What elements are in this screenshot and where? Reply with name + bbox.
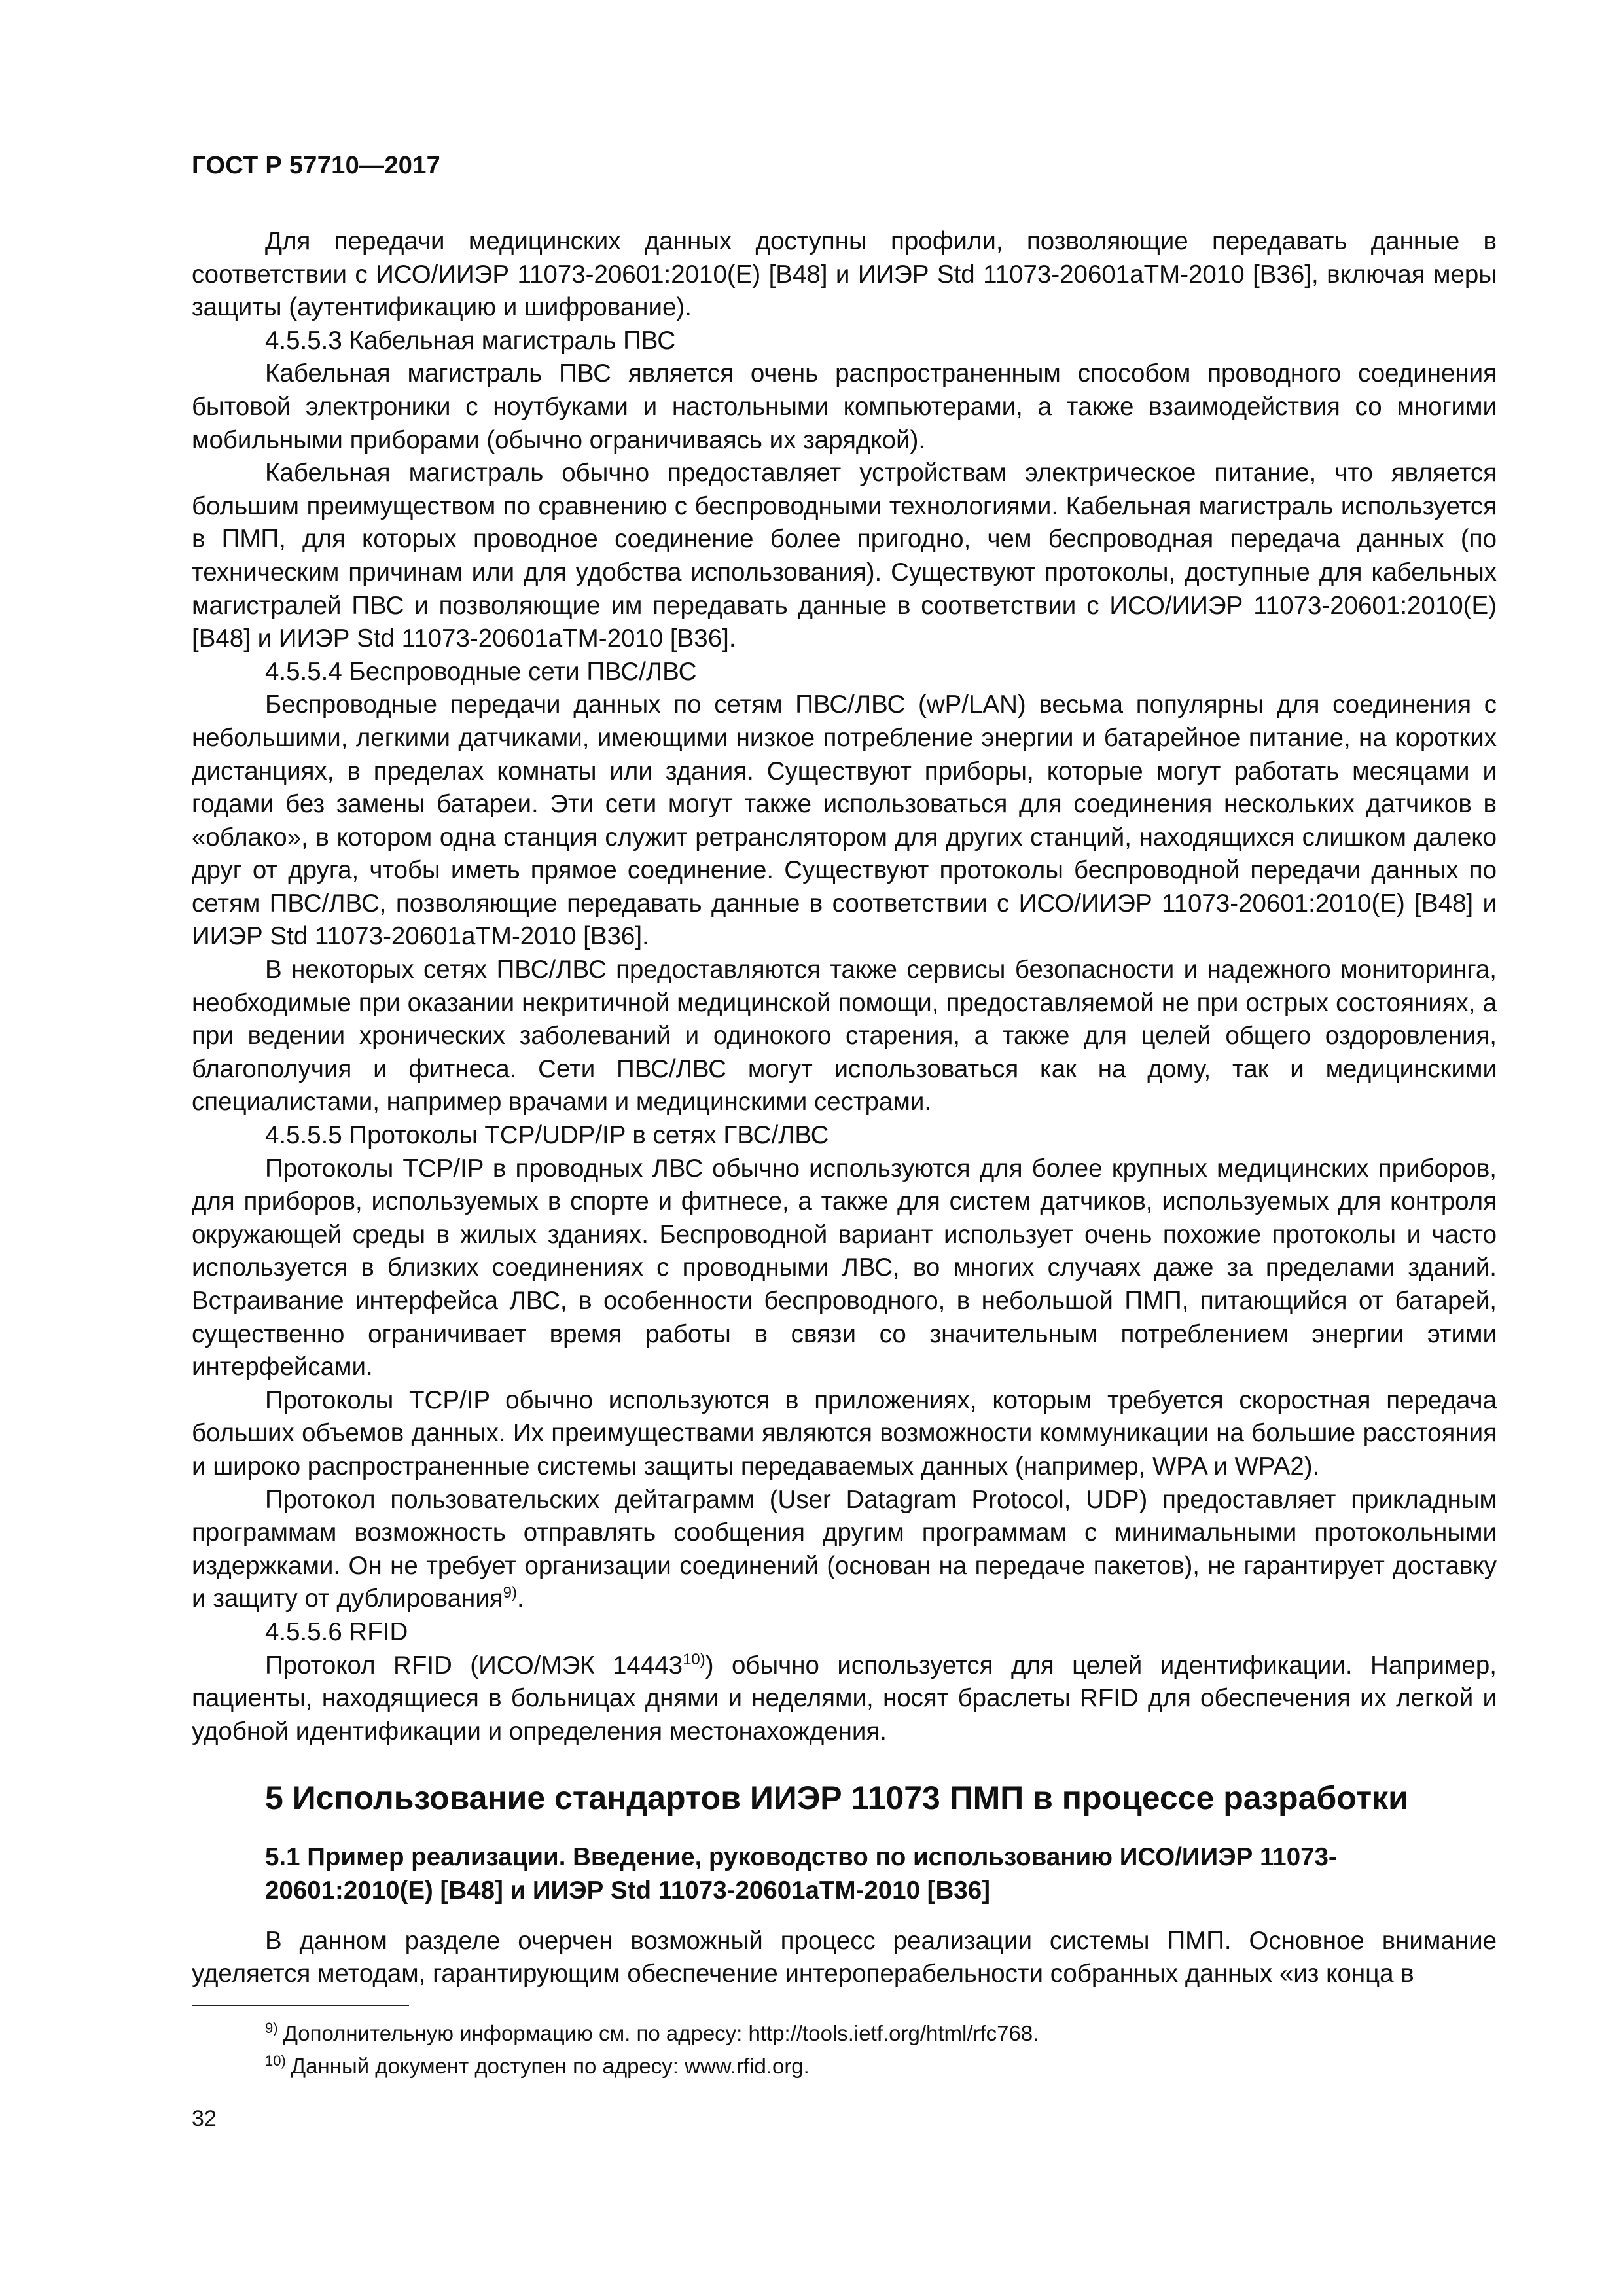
section-heading-5: 5 Использование стандартов ИИЭР 11073 ПМП в процессе разработки: [265, 1780, 1408, 1817]
paragraph-text: Протокол RFID (ИСО/МЭК 14443: [265, 1651, 683, 1679]
footnote-ref-9[interactable]: 9): [503, 1584, 518, 1602]
footnote-mark: 9): [265, 2020, 278, 2036]
paragraph-text: Протокол пользовательских дейтаграмм (User Datagram Protocol, UDP) предоставляет прикладным программам возможность отправлять сообщения другим программам с минимальными протокольными издержками. Он не требует организации соединений (основан на передаче пакетов), не гарантирует доставку и защиту от дублирования: [192, 1485, 1497, 1613]
paragraph: Кабельная магистраль ПВС является очень распространенным способом проводного соединения бытовой электроники с ноутбуками и настольными компьютерами, а также взаимодействия со многими мобильными приборами (обычно ограничиваясь их зарядкой).: [192, 359, 1497, 454]
footnote-mark: 10): [265, 2053, 286, 2069]
footnote-10: [265, 2050, 1495, 2083]
paragraph-text: ) обычно используется для целей идентификации. Например, пациенты, находящиеся в больницах днями и неделями, носят браслеты RFID для обеспечения их легкой и удобной идентификации и определения местонахождения.: [192, 1651, 1497, 1746]
footnote-text: Данный документ доступен по адресу: www.rfid.org.: [291, 2054, 810, 2078]
subsection-heading-4-5-5-3: 4.5.5.3 Кабельная магистраль ПВС: [265, 326, 675, 355]
footnotes: [265, 2017, 1495, 2083]
paragraph: [192, 1649, 1497, 1749]
subsection-heading-4-5-5-6: 4.5.5.6 RFID: [265, 1617, 408, 1646]
subsection-heading-4-5-5-4: 4.5.5.4 Беспроводные сети ПВС/ЛВС: [265, 657, 697, 686]
paragraph: В данном разделе очерчен возможный процесс реализации системы ПМП. Основное внимание уделяется методам, гарантирующим обеспечение интероперабельности собранных данных «из конца в: [192, 1926, 1497, 1988]
footnote-divider: [192, 2005, 409, 2006]
document-header: ГОСТ Р 57710—2017: [192, 152, 441, 179]
paragraph: Протоколы TCP/IP в проводных ЛВС обычно используются для более крупных медицинских приборов, для приборов, используемых в спорте и фитнесе, а также для систем датчиков, используемых для контроля окружающей среды в жилых зданиях. Беспроводной вариант использует очень похожие протоколы и часто используется в близких соединениях с проводными ЛВС, во многих случаях даже за пределами зданий. Встраивание интерфейса ЛВС, в особенности беспроводного, в небольшой ПМП, питающийся от батарей, существенно ограничивает время работы в связи со значительным потреблением энергии этими интерфейсами.: [192, 1154, 1497, 1382]
footnote-9: [265, 2017, 1495, 2050]
paragraph: [192, 1484, 1497, 1616]
paragraph: Кабельная магистраль обычно предоставляет устройствам электрическое питание, что является большим преимуществом по сравнению с беспроводными технологиями. Кабельная магистраль используется в ПМП, для которых проводное соединение более пригодно, чем беспроводная передача данных (по техническим причинам или для удобства использования). Существуют протоколы, доступные для кабельных магистралей ПВС и позволяющие им передавать данные в соответствии с ИСО/ИИЭР 11073-20601:2010(E) [B48] и ИИЭР Std 11073-20601aTM-2010 [B36].: [192, 459, 1497, 653]
page-body: [192, 225, 1497, 1991]
subsection-heading-5-1: 5.1 Пример реализации. Введение, руководство по использованию ИСО/ИИЭР 11073-20601:2010(E) [B48] и ИИЭР Std 11073-20601aTM-2010 [B36]: [265, 1843, 1337, 1905]
paragraph: Для передачи медицинских данных доступны профили, позволяющие передавать данные в соответствии с ИСО/ИИЭР 11073-20601:2010(E) [B48] и ИИЭР Std 11073-20601aTM-2010 [B36], включая меры защиты (аутентификацию и шифрование).: [192, 227, 1497, 322]
subsection-heading-4-5-5-5: 4.5.5.5 Протоколы TCP/UDP/IP в сетях ГВС/ЛВС: [265, 1121, 829, 1150]
paragraph: Беспроводные передачи данных по сетям ПВС/ЛВС (wP/LAN) весьма популярны для соединения с небольшими, легкими датчиками, имеющими низкое потребление энергии и батарейное питание, на коротких дистанциях, в пределах комнаты или здания. Существуют приборы, которые могут работать месяцами и годами без замены батареи. Эти сети могут также использоваться для соединения нескольких датчиков в «облако», в котором одна станция служит ретранслятором для других станций, находящихся слишком далеко друг от друга, чтобы иметь прямое соединение. Существуют протоколы беспроводной передачи данных по сетям ПВС/ЛВС, позволяющие передавать данные в соответствии с ИСО/ИИЭР 11073-20601:2010(E) [B48] и ИИЭР Std 11073-20601aTM-2010 [B36].: [192, 691, 1497, 951]
footnote-text: Дополнительную информацию см. по адресу: http://tools.ietf.org/html/rfc768.: [283, 2021, 1039, 2045]
paragraph: Протоколы TCP/IP обычно используются в приложениях, которым требуется скоростная передача больших объемов данных. Их преимуществами являются возможности коммуникации на большие расстояния и широко распространенные системы защиты передаваемых данных (например, WPA и WPA2).: [192, 1386, 1497, 1480]
page-number: 32: [192, 2106, 217, 2131]
paragraph: В некоторых сетях ПВС/ЛВС предоставляются также сервисы безопасности и надежного мониторинга, необходимые при оказании некритичной медицинской помощи, предоставляемой не при острых состояниях, а при ведении хронических заболеваний и одинокого старения, а также для целей общего оздоровления, благополучия и фитнеса. Сети ПВС/ЛВС могут использоваться как на дому, так и медицинскими специалистами, например врачами и медицинскими сестрами.: [192, 956, 1497, 1117]
footnote-ref-10[interactable]: 10): [683, 1650, 705, 1668]
paragraph-text: .: [517, 1585, 524, 1613]
